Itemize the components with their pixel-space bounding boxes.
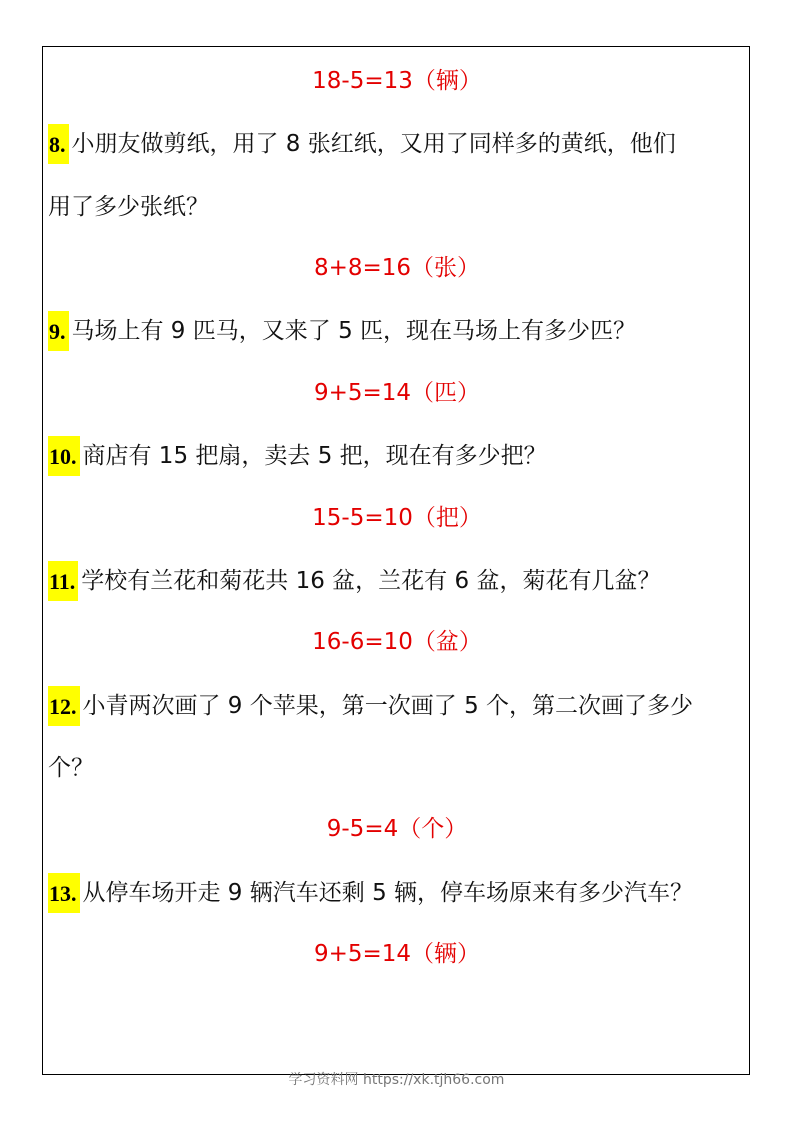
- question-number: 12.: [48, 686, 80, 726]
- question-number: 11.: [48, 561, 78, 601]
- question-text: 马场上有 9 匹马，又来了 5 匹，现在马场上有多少匹？: [71, 318, 637, 344]
- question-13: [48, 873, 747, 913]
- answer-12: 9-5=4（个）: [326, 816, 468, 842]
- question-10: [48, 436, 747, 476]
- answer-13: 9+5=14（辆）: [313, 941, 481, 967]
- question-text: 从停车场开走 9 辆汽车还剩 5 辆，停车场原来有多少汽车？: [82, 880, 694, 906]
- question-number: 9.: [48, 311, 69, 351]
- question-number: 13.: [48, 873, 80, 913]
- question-text: 学校有兰花和菊花共 16 盆，兰花有 6 盆，菊花有几盆？: [81, 568, 661, 594]
- answer-8: 8+8=16（张）: [313, 255, 481, 281]
- question-9: [48, 311, 747, 351]
- answer-11: 16-6=10（盆）: [312, 629, 482, 655]
- question-8: [48, 124, 747, 164]
- question-number: 10.: [48, 436, 80, 476]
- question-12: [48, 686, 747, 726]
- question-12-continued: 个？: [48, 755, 94, 781]
- question-number: 8.: [48, 124, 69, 164]
- answer-9: 9+5=14（匹）: [313, 380, 481, 406]
- question-text: 商店有 15 把扇，卖去 5 把，现在有多少把？: [82, 443, 547, 469]
- question-text: 小青两次画了 9 个苹果，第一次画了 5 个，第二次画了多少: [82, 693, 694, 719]
- question-text: 小朋友做剪纸，用了 8 张红纸，又用了同样多的黄纸，他们: [71, 131, 676, 157]
- footer-watermark: 学习资料网 https://xk.tjh66.com: [288, 1072, 505, 1088]
- question-11: [48, 561, 747, 601]
- question-8-continued: 用了多少张纸？: [48, 194, 209, 220]
- answer-10: 15-5=10（把）: [312, 505, 482, 531]
- answer-7: 18-5=13（辆）: [312, 68, 482, 94]
